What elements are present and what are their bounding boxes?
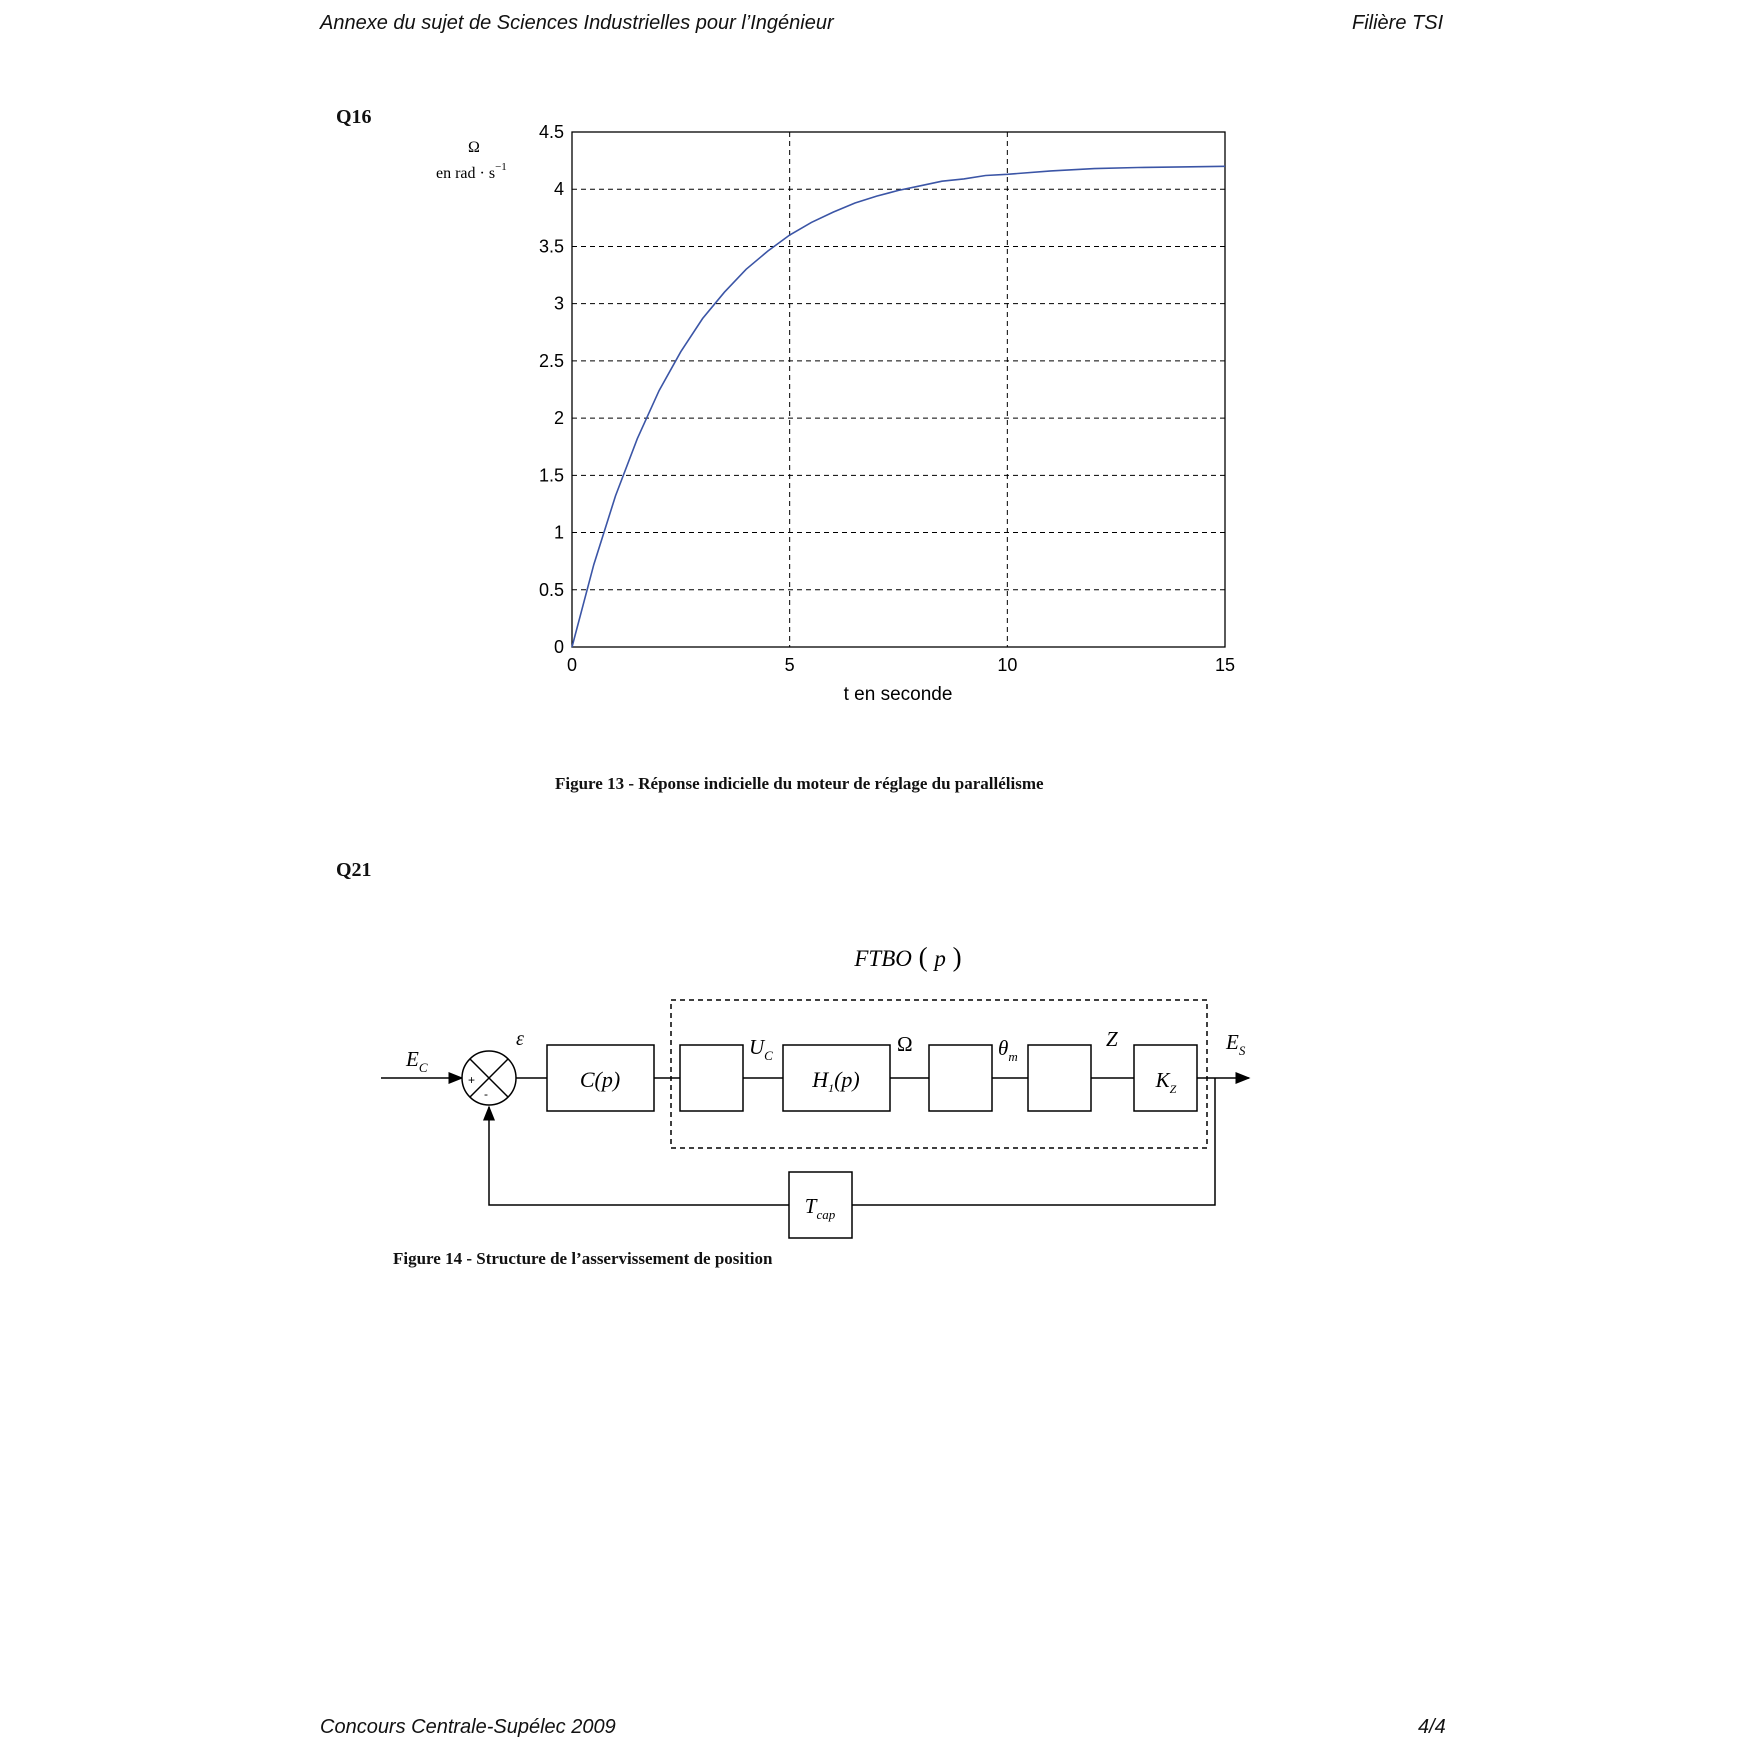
- x-tick-label: 10: [997, 655, 1018, 675]
- x-axis-label: t en seconde: [843, 684, 953, 705]
- output-symbol: E: [1226, 1030, 1239, 1054]
- plot-frame: [572, 132, 1225, 647]
- theta-signal-label: [998, 1036, 1018, 1064]
- block-h1-subscript: 1: [828, 1081, 835, 1095]
- feedback-path-left: [489, 1107, 789, 1205]
- input-symbol: E: [406, 1047, 419, 1071]
- y-axis-unit: [436, 161, 507, 182]
- y-tick-label: 1.5: [538, 465, 564, 486]
- ftbo-title-text: FTBO: [854, 946, 912, 971]
- footer-left: Concours Centrale-Supélec 2009: [320, 1716, 616, 1738]
- x-tick-label: 5: [784, 655, 795, 675]
- output-subscript: S: [1238, 1043, 1246, 1058]
- block-tcap: [789, 1172, 852, 1238]
- block-h1-symbol: H: [812, 1067, 829, 1092]
- block-diagram: [0, 900, 1754, 1260]
- omega-signal-label: Ω: [897, 1032, 913, 1056]
- figure-13-caption: Figure 13 - Réponse indicielle du moteur de réglage du parallélisme: [555, 774, 1044, 793]
- output-signal-label: [1225, 1030, 1246, 1058]
- uc-signal-label: [749, 1035, 773, 1063]
- minus-sign: -: [484, 1087, 488, 1101]
- block-h1-argument: (p): [834, 1067, 860, 1092]
- uc-symbol: U: [749, 1035, 765, 1059]
- block-kz-symbol: K: [1155, 1068, 1170, 1092]
- block-tcap-symbol: T: [804, 1194, 817, 1218]
- block-kz-subscript: Z: [1169, 1082, 1177, 1096]
- epsilon-label: ε: [516, 1028, 524, 1050]
- header-right: Filière TSI: [1352, 12, 1444, 34]
- summing-junction: [462, 1051, 516, 1105]
- block-c-label: C(p): [579, 1067, 621, 1092]
- theta-subscript: m: [1008, 1049, 1018, 1064]
- plus-sign: +: [468, 1073, 476, 1087]
- header-left: Annexe du sujet de Sciences Industrielles pour l’Ingénieur: [320, 12, 834, 34]
- block-empty-2: [929, 1045, 992, 1111]
- y-tick-label: 2.5: [538, 350, 564, 371]
- block-h1-label: [811, 1067, 860, 1095]
- y-axis-symbol: Ω: [468, 139, 480, 156]
- y-axis-unit-text: en rad · s: [436, 165, 496, 182]
- y-tick-label: 3.5: [538, 236, 564, 257]
- question-label-q21: Q21: [336, 859, 372, 881]
- block-empty-1: [680, 1045, 743, 1111]
- ftbo-title-arg: p: [934, 946, 946, 971]
- input-subscript: C: [418, 1060, 428, 1075]
- y-axis-unit-exponent: −1: [495, 161, 507, 173]
- footer-right: 4/4: [1418, 1716, 1446, 1738]
- theta-symbol: θ: [998, 1036, 1009, 1060]
- input-signal-label: [405, 1047, 428, 1075]
- y-tick-label: 2: [553, 408, 564, 429]
- y-tick-label: 1: [553, 522, 564, 543]
- chart-ticks: [539, 122, 1235, 675]
- x-tick-label: 15: [1214, 655, 1236, 675]
- step-response-chart: [0, 0, 1754, 760]
- z-signal-label: Z: [1106, 1027, 1118, 1051]
- y-tick-label: 4.5: [538, 122, 564, 142]
- y-tick-label: 3: [553, 293, 564, 314]
- ftbo-title: FTBO ( p ): [854, 942, 962, 972]
- y-tick-label: 0: [553, 637, 564, 657]
- block-empty-3: [1028, 1045, 1091, 1111]
- uc-subscript: C: [764, 1048, 773, 1063]
- series-line: [572, 166, 1225, 647]
- y-tick-label: 0.5: [538, 579, 564, 600]
- block-tcap-subscript: cap: [816, 1207, 836, 1222]
- figure-14-caption: Figure 14 - Structure de l’asservissement de position: [393, 1249, 773, 1268]
- x-tick-label: 0: [566, 655, 578, 675]
- chart-grid: [572, 132, 1225, 647]
- y-tick-label: 4: [553, 179, 564, 200]
- question-label-q16: Q16: [336, 106, 372, 128]
